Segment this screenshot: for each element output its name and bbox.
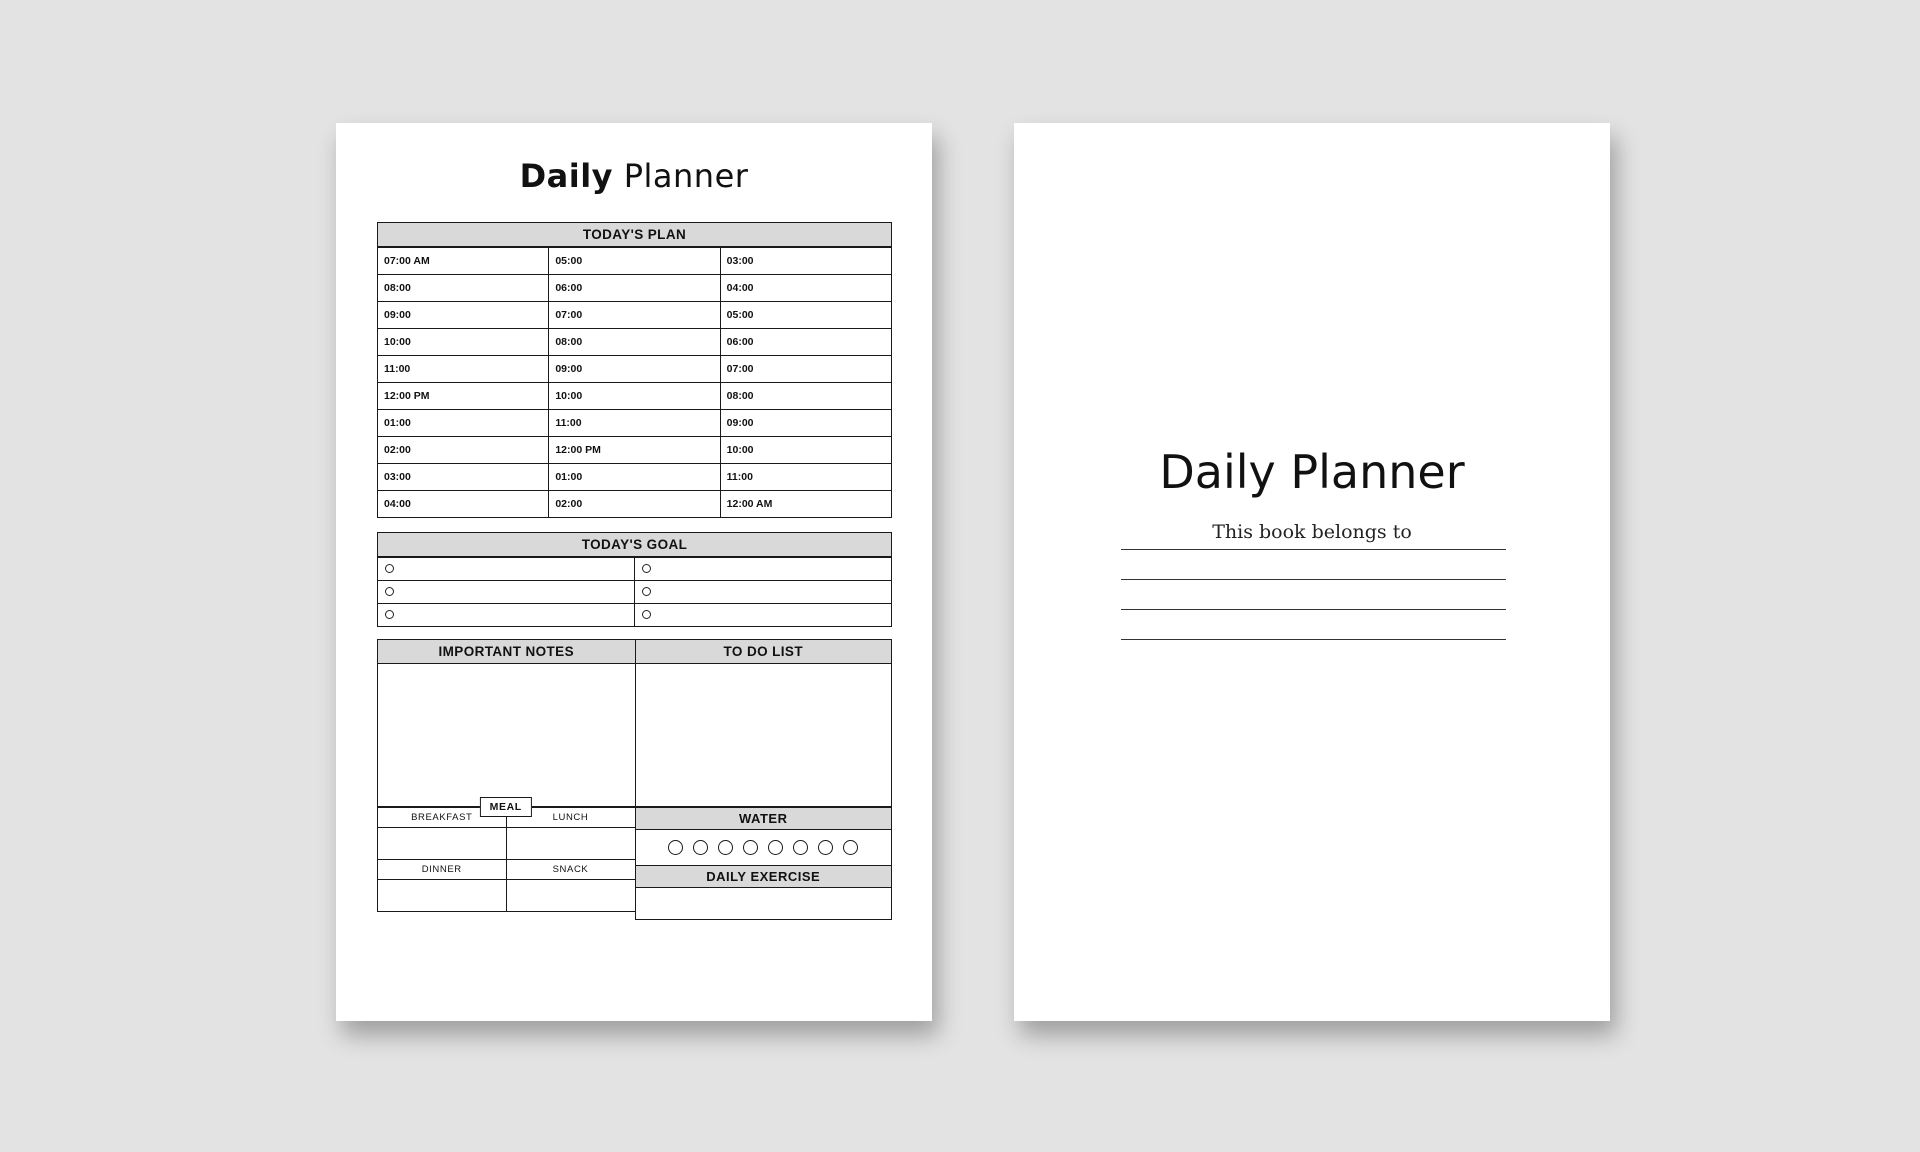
radio-circle-icon[interactable] — [642, 610, 651, 619]
plan-cell[interactable]: 01:00 — [378, 410, 549, 437]
plan-cell[interactable]: 05:00 — [549, 248, 720, 275]
water-glass-circle-icon[interactable] — [668, 840, 683, 855]
meal-water-section — [377, 801, 892, 920]
meal-input-snack[interactable] — [506, 880, 635, 912]
page-title-light: Planner — [613, 157, 749, 195]
owner-line[interactable] — [1121, 549, 1506, 550]
plan-cell[interactable]: 12:00 PM — [549, 437, 720, 464]
owner-name-lines — [1121, 549, 1506, 669]
goal-cell[interactable] — [378, 604, 635, 627]
plan-cell[interactable]: 04:00 — [378, 491, 549, 518]
meal-input-dinner[interactable] — [378, 880, 507, 912]
table-row[interactable] — [378, 383, 892, 410]
plan-cell[interactable]: 09:00 — [549, 356, 720, 383]
todo-list-header: TO DO LIST — [635, 639, 893, 664]
cover-title: Daily Planner — [1159, 445, 1465, 499]
todays-plan-header: TODAY'S PLAN — [377, 222, 892, 247]
todays-goal-header: TODAY'S GOAL — [377, 532, 892, 557]
meal-block — [377, 801, 635, 920]
plan-cell[interactable]: 01:00 — [549, 464, 720, 491]
table-row[interactable] — [378, 275, 892, 302]
table-row[interactable] — [378, 464, 892, 491]
goal-cell[interactable] — [378, 558, 635, 581]
plan-cell[interactable]: 07:00 — [720, 356, 891, 383]
page-title — [336, 157, 932, 195]
table-row[interactable] — [378, 410, 892, 437]
plan-cell[interactable]: 12:00 AM — [720, 491, 891, 518]
owner-line[interactable] — [1121, 609, 1506, 610]
water-tracker — [635, 830, 893, 866]
plan-cell[interactable]: 10:00 — [720, 437, 891, 464]
table-row[interactable] — [378, 880, 635, 912]
goal-cell[interactable] — [635, 581, 892, 604]
radio-circle-icon[interactable] — [385, 610, 394, 619]
todays-plan-table — [377, 247, 892, 518]
water-glass-circle-icon[interactable] — [818, 840, 833, 855]
planner-sheet — [377, 222, 892, 920]
meal-label-lunch: LUNCH — [506, 808, 635, 828]
cover-subtitle: This book belongs to — [1212, 521, 1412, 543]
plan-cell[interactable]: 11:00 — [720, 464, 891, 491]
plan-cell[interactable]: 09:00 — [720, 410, 891, 437]
water-exercise-block — [635, 807, 893, 920]
todays-goal-table — [377, 557, 892, 627]
owner-line[interactable] — [1121, 639, 1506, 640]
water-glass-circle-icon[interactable] — [718, 840, 733, 855]
daily-exercise-area[interactable] — [635, 888, 893, 920]
table-row[interactable] — [378, 604, 892, 627]
plan-cell[interactable]: 10:00 — [549, 383, 720, 410]
planner-interior-page — [336, 123, 932, 1021]
plan-cell[interactable]: 04:00 — [720, 275, 891, 302]
table-row[interactable] — [378, 558, 892, 581]
table-row[interactable] — [378, 302, 892, 329]
table-row[interactable] — [378, 581, 892, 604]
goal-cell[interactable] — [378, 581, 635, 604]
goal-cell[interactable] — [635, 558, 892, 581]
plan-cell[interactable]: 02:00 — [378, 437, 549, 464]
radio-circle-icon[interactable] — [642, 587, 651, 596]
plan-cell[interactable]: 06:00 — [720, 329, 891, 356]
todo-list-area[interactable] — [635, 664, 893, 807]
page-title-bold: Daily — [519, 157, 614, 195]
plan-cell[interactable]: 03:00 — [720, 248, 891, 275]
meal-label-breakfast: BREAKFAST — [378, 808, 507, 828]
plan-cell[interactable]: 02:00 — [549, 491, 720, 518]
important-notes-header: IMPORTANT NOTES — [377, 639, 635, 664]
meal-input-lunch[interactable] — [506, 828, 635, 860]
plan-cell[interactable]: 08:00 — [549, 329, 720, 356]
plan-cell[interactable]: 09:00 — [378, 302, 549, 329]
meal-label-snack: SNACK — [506, 860, 635, 880]
important-notes-area[interactable] — [377, 664, 635, 807]
table-row[interactable] — [378, 248, 892, 275]
table-row[interactable] — [378, 356, 892, 383]
plan-cell[interactable]: 10:00 — [378, 329, 549, 356]
table-row — [378, 860, 635, 880]
water-glass-circle-icon[interactable] — [768, 840, 783, 855]
plan-cell[interactable]: 11:00 — [378, 356, 549, 383]
plan-cell[interactable]: 03:00 — [378, 464, 549, 491]
meal-input-breakfast[interactable] — [378, 828, 507, 860]
water-header: WATER — [635, 807, 893, 830]
todays-goal-section — [377, 532, 892, 627]
meal-label-dinner: DINNER — [378, 860, 507, 880]
plan-cell[interactable]: 12:00 PM — [378, 383, 549, 410]
plan-cell[interactable]: 07:00 — [549, 302, 720, 329]
radio-circle-icon[interactable] — [385, 564, 394, 573]
water-glass-circle-icon[interactable] — [693, 840, 708, 855]
table-row[interactable] — [378, 828, 635, 860]
plan-cell[interactable]: 06:00 — [549, 275, 720, 302]
plan-cell[interactable]: 08:00 — [378, 275, 549, 302]
daily-exercise-header: DAILY EXERCISE — [635, 866, 893, 888]
water-glass-circle-icon[interactable] — [743, 840, 758, 855]
plan-cell[interactable]: 05:00 — [720, 302, 891, 329]
plan-cell[interactable]: 08:00 — [720, 383, 891, 410]
table-row[interactable] — [378, 329, 892, 356]
important-notes-block — [377, 639, 635, 807]
notes-todo-section — [377, 639, 892, 807]
planner-cover-page — [1014, 123, 1610, 1021]
plan-cell[interactable]: 07:00 AM — [378, 248, 549, 275]
goal-cell[interactable] — [635, 604, 892, 627]
radio-circle-icon[interactable] — [385, 587, 394, 596]
radio-circle-icon[interactable] — [642, 564, 651, 573]
table-row[interactable] — [378, 491, 892, 518]
meal-table — [377, 807, 635, 912]
water-glass-circle-icon[interactable] — [793, 840, 808, 855]
table-row[interactable] — [378, 437, 892, 464]
owner-line[interactable] — [1121, 579, 1506, 580]
plan-cell[interactable]: 11:00 — [549, 410, 720, 437]
todo-list-block — [635, 639, 893, 807]
meal-tag-label: MEAL — [480, 797, 532, 817]
water-glass-circle-icon[interactable] — [843, 840, 858, 855]
